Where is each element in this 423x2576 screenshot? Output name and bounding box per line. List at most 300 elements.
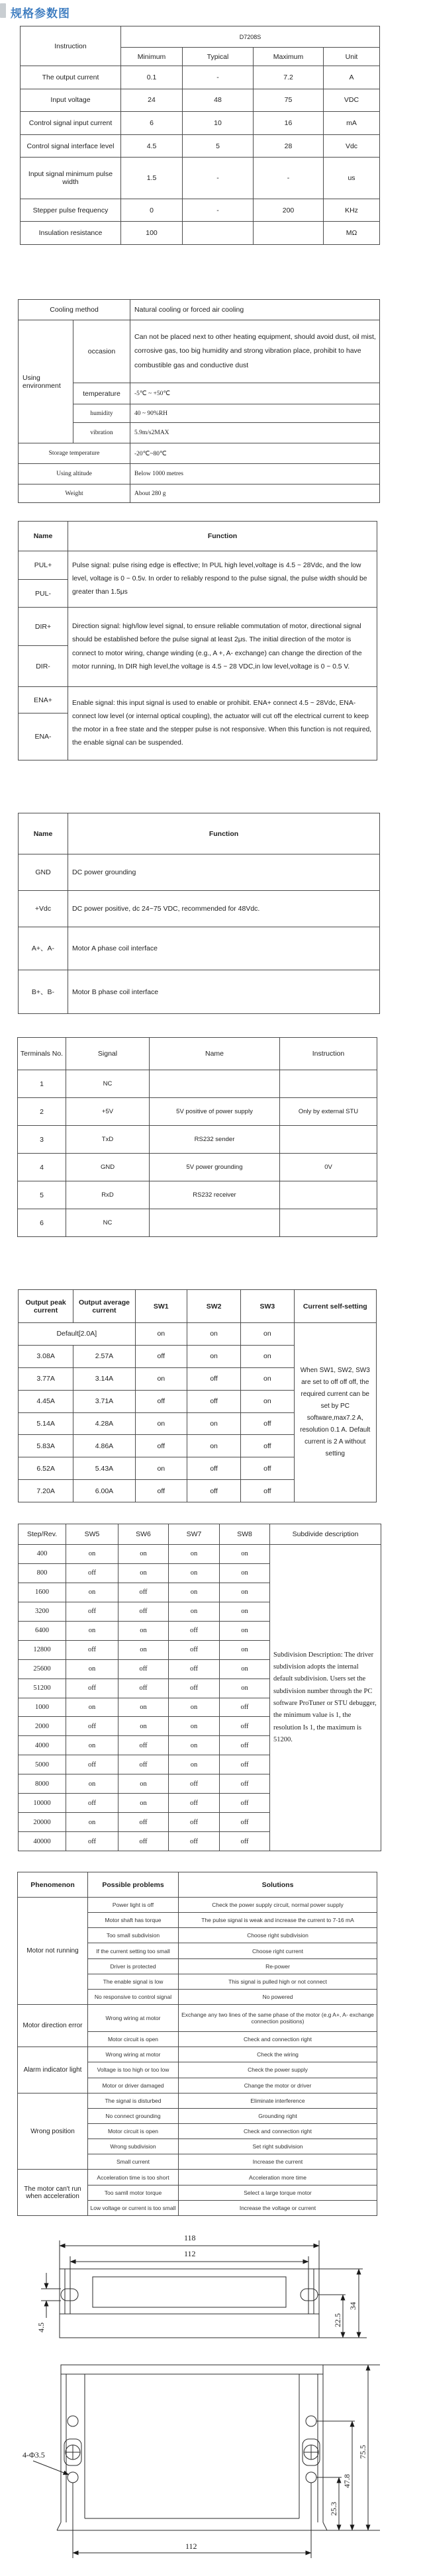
cell: off (187, 1367, 240, 1390)
cell: TxD (66, 1126, 150, 1154)
pul-function: Pulse signal: pulse rising edge is effective; In PUL high level,voltage is 4.5 ~ 28Vdc, and the low level, voltage is 0 ~ 0.5v. In order to reliably respond to the pulse signal, the pulse width should be greater than 1.5μs (68, 551, 377, 608)
cell: 5.43A (73, 1457, 135, 1480)
cell: 5.14A (19, 1412, 73, 1435)
cell: off (187, 1457, 240, 1480)
cell: on (169, 1602, 220, 1621)
humidity-label: humidity (73, 404, 130, 423)
cell: Small current (88, 2154, 179, 2170)
cell: 0V (280, 1154, 377, 1181)
cell: off (118, 1583, 169, 1602)
power-function-header: Function (68, 813, 380, 854)
cell: 2000 (19, 1717, 66, 1736)
rs232-terminal-table (17, 1037, 377, 1237)
model-number: D7208S (121, 26, 380, 48)
dim-25p3-label: 25.3 (329, 2502, 338, 2516)
cell: Check the power supply (179, 2062, 377, 2078)
table-row (21, 222, 380, 245)
table-row (19, 1323, 377, 1346)
cell: Wrong wiring at motor (88, 2047, 179, 2062)
cell: off (241, 1457, 294, 1480)
possible-problems-header: Possible problems (88, 1872, 179, 1898)
cell: 7.20A (19, 1480, 73, 1502)
cell: us (324, 158, 380, 199)
phenomenon-cell: Alarm indicator light (18, 2047, 88, 2093)
vibration-label: vibration (73, 423, 130, 443)
cell: Only by external STU (280, 1098, 377, 1126)
cell: RS232 sender (150, 1126, 280, 1154)
table-row (21, 112, 380, 135)
cell: MΩ (324, 222, 380, 245)
power-terminal-table (18, 813, 380, 1014)
cell: on (135, 1457, 187, 1480)
cell: off (169, 1813, 220, 1832)
cell: 25600 (19, 1659, 66, 1679)
cell: Motor circuit is open (88, 2032, 179, 2047)
table-row (19, 854, 380, 891)
weight-label: Weight (19, 484, 130, 503)
cell: - (183, 158, 254, 199)
cell: Eliminate interference (179, 2093, 377, 2108)
cell: off (135, 1390, 187, 1412)
cell: on (169, 1545, 220, 1564)
cell: 800 (19, 1563, 66, 1583)
cell: on (187, 1412, 240, 1435)
cell: off (220, 1774, 270, 1794)
power-name-header: Name (19, 813, 68, 854)
signal-function-header: Function (68, 522, 377, 551)
cell: 0 (121, 199, 183, 222)
cell: off (118, 1602, 169, 1621)
subdivision-note: Subdivision Description: The driver subdivision adopts the internal default subdivision. Users set the subdivision number through the PC software ProTuner or STU debugger, the minimum value is 1, the resolution Is 1, the maximum is 51200. (270, 1545, 381, 1851)
storage-temperature-label: Storage temperature (19, 443, 130, 464)
cell: 3.14A (73, 1367, 135, 1390)
top-view-drawing (34, 2232, 379, 2364)
phenomenon-cell: Motor direction error (18, 2005, 88, 2047)
phenomenon-cell: The motor can't run when acceleration (18, 2170, 88, 2216)
cell: off (169, 1774, 220, 1794)
cell: 10 (183, 112, 254, 135)
trouble-row (18, 2093, 377, 2108)
cell: Set right subdivision (179, 2139, 377, 2154)
cell: Voltage is too high or too low (88, 2062, 179, 2078)
sw5-header: SW5 (66, 1524, 118, 1545)
cell: Exchange any two lines of the same phase of the motor (e.g A+, A- exchange connection positions) (179, 2005, 377, 2032)
cell: No connect grounding (88, 2108, 179, 2123)
default-current-cell: Default[2.0A] (19, 1323, 136, 1346)
spec-typ-header: Typical (183, 48, 254, 66)
cell: off (66, 1794, 118, 1813)
cell: Low voltage or current is too small (88, 2200, 179, 2215)
cell: on (241, 1390, 294, 1412)
dim-112-bottom-label: 112 (185, 2542, 197, 2551)
table-row (21, 89, 380, 112)
dim-118-label: 118 (184, 2233, 196, 2242)
spec-max-header: Maximum (254, 48, 324, 66)
cell: on (66, 1736, 118, 1755)
cell: 5V power grounding (150, 1154, 280, 1181)
cell: 4.45A (19, 1390, 73, 1412)
cell: Acceleration time is too short (88, 2170, 179, 2185)
cell: 2 (18, 1098, 66, 1126)
using-altitude-label: Using altitude (19, 464, 130, 484)
dim-75p5-label: 75.5 (358, 2445, 367, 2459)
cell: Choose right current (179, 1943, 377, 1958)
cell: off (220, 1813, 270, 1832)
cell: 10000 (19, 1794, 66, 1813)
cell: on (169, 1717, 220, 1736)
cell: off (66, 1602, 118, 1621)
cell: 3.08A (19, 1345, 73, 1367)
cell: GND (66, 1154, 150, 1181)
cell: off (118, 1736, 169, 1755)
cell: +Vdc (19, 890, 68, 927)
cell: - (183, 66, 254, 89)
trouble-row (18, 1898, 377, 1913)
cell: Control signal input current (21, 112, 121, 135)
cell: DC power grounding (68, 854, 380, 891)
dim-47p8-label: 47.8 (342, 2474, 352, 2488)
front-view-drawing (19, 2358, 389, 2573)
cell: mA (324, 112, 380, 135)
cell: 3 (18, 1126, 66, 1154)
cell: on (118, 1545, 169, 1564)
cell: off (187, 1480, 240, 1502)
cell: Acceleration more time (179, 2170, 377, 2185)
cell: DC power positive, dc 24~75 VDC, recommended for 48Vdc. (68, 890, 380, 927)
page-title: 规格参数图 (11, 7, 70, 20)
cell: Check and connection right (179, 2032, 377, 2047)
cell: on (187, 1323, 240, 1346)
phenomenon-cell: Wrong position (18, 2093, 88, 2170)
cell: off (220, 1717, 270, 1736)
sw1-header: SW1 (135, 1290, 187, 1323)
holes-label: 4-Φ3.5 (23, 2450, 45, 2460)
cell: off (66, 1717, 118, 1736)
cell: NC (66, 1070, 150, 1098)
cell: on (66, 1698, 118, 1717)
ena-function: Enable signal: this input signal is used to enable or prohibit. ENA+ connect 4.5 ~ 28Vdc, ENA- connect low level (or internal optical coupling), the actuator will cut off the electrical current to keep the motor in a free state and the stepper pulse is not responsive. When this function is not required, the enable signal can be suspended. (68, 687, 377, 760)
cell: 40000 (19, 1832, 66, 1851)
cell: - (254, 158, 324, 199)
cell: 7.2 (254, 66, 324, 89)
table-row (19, 1545, 381, 1564)
cell: 75 (254, 89, 324, 112)
cell: 3200 (19, 1602, 66, 1621)
cell (280, 1181, 377, 1209)
cell: Vdc (324, 134, 380, 158)
cell: 5 (18, 1181, 66, 1209)
table-row (18, 1154, 377, 1181)
cell: off (241, 1412, 294, 1435)
cell: on (118, 1640, 169, 1659)
cell: 3.71A (73, 1390, 135, 1412)
table-row (21, 199, 380, 222)
cell: off (118, 1832, 169, 1851)
cell: on (220, 1679, 270, 1698)
cell: on (135, 1412, 187, 1435)
cell: off (241, 1480, 294, 1502)
storage-temperature-value: -20℃~80℃ (130, 443, 380, 464)
cell: 16 (254, 112, 324, 135)
cell: on (118, 1717, 169, 1736)
humidity-value: 40 ~ 90%RH (130, 404, 380, 423)
cell (150, 1209, 280, 1237)
cell: Check the power supply circuit, normal power supply (179, 1898, 377, 1913)
cell: Check and connection right (179, 2124, 377, 2139)
cell: on (66, 1545, 118, 1564)
cell: 2.57A (73, 1345, 135, 1367)
cell: Power light is off (88, 1898, 179, 1913)
cell: on (169, 1755, 220, 1774)
cell (280, 1126, 377, 1154)
signal-pul-minus: PUL- (19, 580, 68, 608)
cell: 12800 (19, 1640, 66, 1659)
environment-table (18, 299, 380, 503)
cell: 5 (183, 134, 254, 158)
cell: - (183, 199, 254, 222)
cell: on (66, 1621, 118, 1640)
cell: off (169, 1832, 220, 1851)
cell (150, 1070, 280, 1098)
signal-ena-plus: ENA+ (19, 687, 68, 713)
subdivide-description-header: Subdivide description (270, 1524, 381, 1545)
cell: No powered (179, 1989, 377, 2004)
temperature-label: temperature (73, 383, 130, 404)
cell: This signal is pulled high or not connect (179, 1974, 377, 1989)
trouble-row (18, 2047, 377, 2062)
cell: Motor B phase coil interface (68, 970, 380, 1014)
using-altitude-value: Below 1000 metres (130, 464, 380, 484)
cell: Insulation resistance (21, 222, 121, 245)
cell: Input signal minimum pulse width (21, 158, 121, 199)
cell: off (66, 1755, 118, 1774)
cell: on (187, 1435, 240, 1457)
cell: The pulse signal is weak and increase the current to 7-16 mA (179, 1913, 377, 1928)
spec-table (20, 26, 380, 245)
cell: off (66, 1832, 118, 1851)
cell: 4.28A (73, 1412, 135, 1435)
phenomenon-cell: Motor not running (18, 1898, 88, 2005)
cell: Too samll motor torque (88, 2185, 179, 2200)
cell: 51200 (19, 1679, 66, 1698)
dim-34-label: 34 (348, 2302, 357, 2310)
cell: off (135, 1345, 187, 1367)
cell: 48 (183, 89, 254, 112)
dim-4p5-label: 4.5 (36, 2323, 46, 2332)
cell: 4.5 (121, 134, 183, 158)
cell: off (169, 1659, 220, 1679)
dim-112-top-label: 112 (184, 2249, 196, 2258)
cell: 4000 (19, 1736, 66, 1755)
cell: 6400 (19, 1621, 66, 1640)
cell: 3.77A (19, 1367, 73, 1390)
dir-function: Direction signal: high/low level signal, to ensure reliable commutation of motor, directional signal should be established before the pulse signal at least 2μs. The initial direction of the motor is connect to motor wiring, change winding (e.g., A +, A- exchange) can change the direction of the motor running, In DIR high level,the voltage is 4.5 ~ 28 VDC,in low level,voltage is 0 ~ 0.5 V. (68, 608, 377, 687)
cell: off (169, 1621, 220, 1640)
cell: RS232 receiver (150, 1181, 280, 1209)
using-environment-label: Using environment (19, 320, 73, 443)
cell: off (187, 1390, 240, 1412)
table-row (18, 1209, 377, 1237)
cell: The output current (21, 66, 121, 89)
cell: on (220, 1640, 270, 1659)
terminal-instruction-header: Instruction (280, 1038, 377, 1070)
cell: +5V (66, 1098, 150, 1126)
temperature-value: -5℃ ~ +50℃ (130, 383, 380, 404)
cell: Change the motor or driver (179, 2078, 377, 2093)
dim-22p5-label: 22.5 (333, 2313, 342, 2327)
cell: on (118, 1774, 169, 1794)
cell: Increase the voltage or current (179, 2200, 377, 2215)
spec-unit-header: Unit (324, 48, 380, 66)
cell: off (169, 1640, 220, 1659)
cell: off (118, 1813, 169, 1832)
cell: 6 (121, 112, 183, 135)
table-row (21, 158, 380, 199)
sw2-header: SW2 (187, 1290, 240, 1323)
cell: 1 (18, 1070, 66, 1098)
table-row (19, 970, 380, 1014)
sw8-header: SW8 (220, 1524, 270, 1545)
cell (254, 222, 324, 245)
cell: Re-power (179, 1958, 377, 1974)
cell: The enable signal is low (88, 1974, 179, 1989)
cell: Driver is protected (88, 1958, 179, 1974)
sw6-header: SW6 (118, 1524, 169, 1545)
cell: 28 (254, 134, 324, 158)
cell: B+、B- (19, 970, 68, 1014)
cell: off (118, 1659, 169, 1679)
cell: A (324, 66, 380, 89)
occasion-label: occasion (73, 320, 130, 383)
weight-value: About 280 g (130, 484, 380, 503)
cell: on (169, 1736, 220, 1755)
signal-dir-plus: DIR+ (19, 608, 68, 646)
cell: on (241, 1367, 294, 1390)
cell: off (220, 1755, 270, 1774)
cell: 6.52A (19, 1457, 73, 1480)
table-row (19, 927, 380, 970)
trouble-row (18, 2170, 377, 2185)
cell: on (135, 1367, 187, 1390)
cell: on (118, 1698, 169, 1717)
cell: on (66, 1583, 118, 1602)
cell: Increase the current (179, 2154, 377, 2170)
occasion-value: Can not be placed next to other heating equipment, should avoid dust, oil mist, corrosive gas, too big humidity and strong vibration place, prohibit to have combustible gas and conductive dust (130, 320, 380, 383)
cell: Motor A phase coil interface (68, 927, 380, 970)
cell: Check the wiring (179, 2047, 377, 2062)
cell: 5.83A (19, 1435, 73, 1457)
cell: Choose right subdivision (179, 1928, 377, 1943)
sw7-header: SW7 (169, 1524, 220, 1545)
cell: on (169, 1563, 220, 1583)
cell: 1.5 (121, 158, 183, 199)
cell: 0.1 (121, 66, 183, 89)
cell: on (220, 1563, 270, 1583)
cell: on (135, 1323, 187, 1346)
table-row (18, 1070, 377, 1098)
cell: The signal is disturbed (88, 2093, 179, 2108)
cell: Select a large torque motor (179, 2185, 377, 2200)
cell: on (169, 1698, 220, 1717)
signal-name-header: Name (19, 522, 68, 551)
peak-current-header: Output peak current (19, 1290, 73, 1323)
cell: off (66, 1640, 118, 1659)
cell: off (118, 1755, 169, 1774)
current-setting-table (18, 1289, 377, 1502)
cooling-method-value: Natural cooling or forced air cooling (130, 300, 380, 320)
cell: on (66, 1774, 118, 1794)
cell: 400 (19, 1545, 66, 1564)
cell: 6.00A (73, 1480, 135, 1502)
cell: 4 (18, 1154, 66, 1181)
signal-function-table (18, 521, 377, 760)
cell: No responsive to control signal (88, 1989, 179, 2004)
avg-current-header: Output average current (73, 1290, 135, 1323)
cell: 5V positive of power supply (150, 1098, 280, 1126)
cell: VDC (324, 89, 380, 112)
cell: on (220, 1621, 270, 1640)
cell: 24 (121, 89, 183, 112)
cell: 100 (121, 222, 183, 245)
table-row (18, 1098, 377, 1126)
spec-instruction-header: Instruction (21, 26, 121, 66)
cooling-method-label: Cooling method (19, 300, 130, 320)
cell: Motor or driver damaged (88, 2078, 179, 2093)
cell: off (66, 1679, 118, 1698)
cell: on (66, 1659, 118, 1679)
cell: on (66, 1813, 118, 1832)
cell: on (241, 1323, 294, 1346)
cell: KHz (324, 199, 380, 222)
cell: 8000 (19, 1774, 66, 1794)
cell: Too small subdivision (88, 1928, 179, 1943)
table-row (21, 134, 380, 158)
cell: 4.86A (73, 1435, 135, 1457)
table-row (18, 1181, 377, 1209)
cell: Motor shaft has torque (88, 1913, 179, 1928)
cell: 5000 (19, 1755, 66, 1774)
table-row (21, 66, 380, 89)
cell: GND (19, 854, 68, 891)
cell: 200 (254, 199, 324, 222)
trouble-row (18, 2005, 377, 2032)
step-rev-header: Step/Rev. (19, 1524, 66, 1545)
cell: off (135, 1435, 187, 1457)
cell: Motor circuit is open (88, 2124, 179, 2139)
cell: RxD (66, 1181, 150, 1209)
cell: on (118, 1563, 169, 1583)
sw3-header: SW3 (241, 1290, 294, 1323)
cell: on (220, 1583, 270, 1602)
terminal-name-header: Name (150, 1038, 280, 1070)
signal-dir-minus: DIR- (19, 646, 68, 687)
cell: on (220, 1602, 270, 1621)
cell: on (220, 1545, 270, 1564)
cell: 6 (18, 1209, 66, 1237)
cell: Stepper pulse frequency (21, 199, 121, 222)
cell: 1600 (19, 1583, 66, 1602)
cell (280, 1209, 377, 1237)
cell: off (118, 1679, 169, 1698)
cell: off (241, 1435, 294, 1457)
cell: off (220, 1794, 270, 1813)
signal-pul-plus: PUL+ (19, 551, 68, 580)
table-row (18, 1126, 377, 1154)
cell: on (220, 1659, 270, 1679)
cell: 20000 (19, 1813, 66, 1832)
cell: Wrong subdivision (88, 2139, 179, 2154)
cell: NC (66, 1209, 150, 1237)
